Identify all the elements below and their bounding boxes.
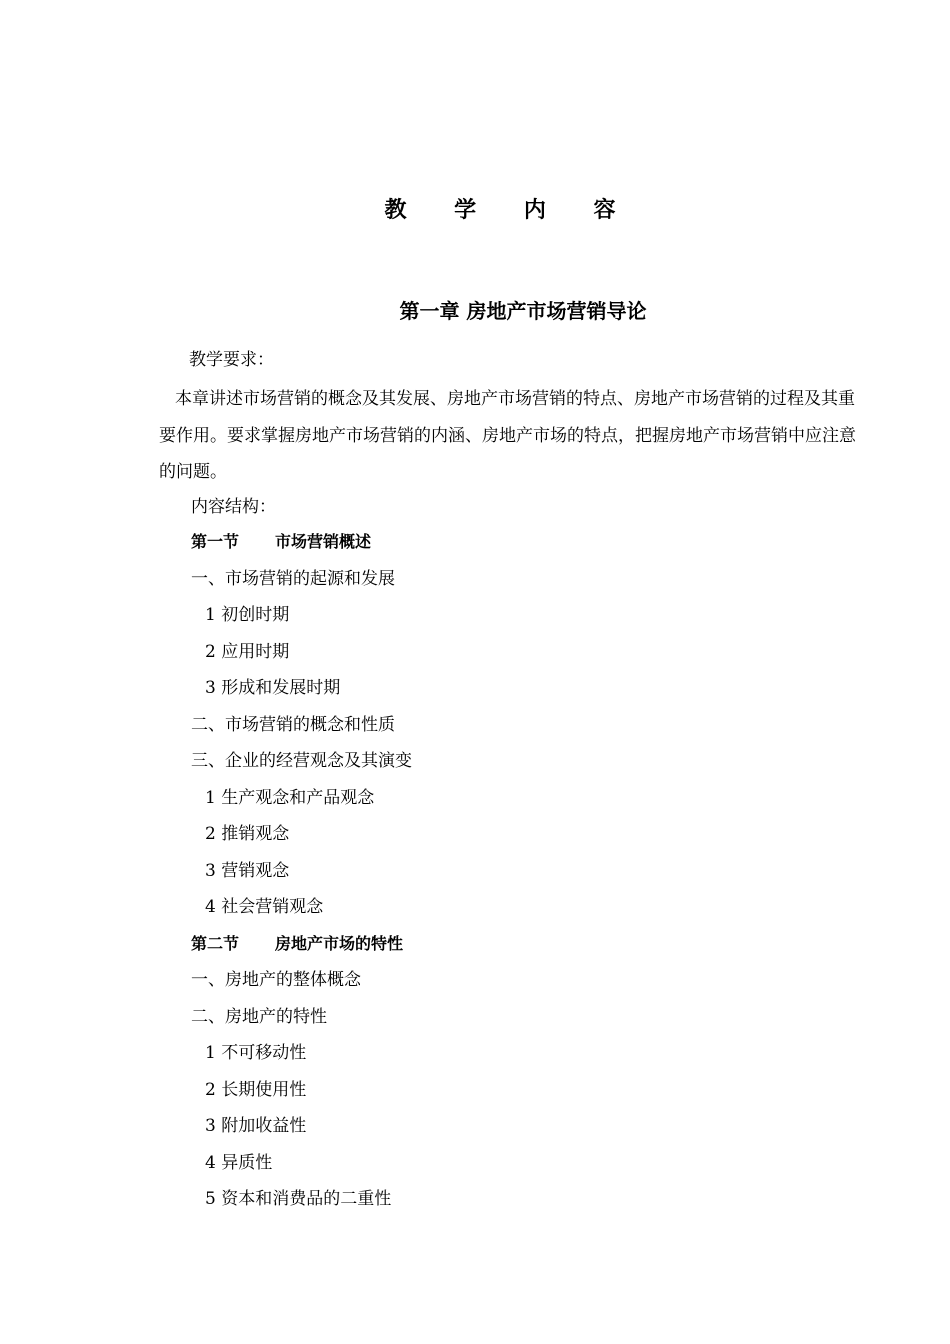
outline-item: 1 生产观念和产品观念 (205, 787, 375, 808)
chapter-title: 第一章 房地产市场营销导论 (399, 299, 647, 323)
section-heading (191, 932, 403, 956)
section-title: 房地产市场的特性 (275, 933, 404, 953)
outline-heading: 三、企业的经营观念及其演变 (191, 751, 412, 771)
outline-heading: 二、市场营销的概念和性质 (191, 714, 395, 735)
section-title: 市场营销概述 (275, 532, 372, 551)
requirements-label: 教学要求： (189, 350, 274, 370)
outline-item: 3 形成和发展时期 (205, 678, 341, 698)
outline-item: 3 附加收益性 (205, 1116, 307, 1136)
section-heading (191, 530, 371, 554)
page-title: 教 学 内 容 (384, 198, 636, 223)
outline-item: 4 异质性 (205, 1152, 273, 1173)
structure-label: 内容结构： (191, 497, 276, 517)
outline-item: 2 长期使用性 (205, 1079, 307, 1100)
outline-item: 1 初创时期 (205, 605, 290, 625)
outline-heading: 二、房地产的特性 (191, 1006, 327, 1027)
outline-heading: 一、市场营销的起源和发展 (191, 568, 395, 589)
requirements-paragraph: 本章讲述市场营销的概念及其发展、房地产市场营销的特点、房地产市场营销的过程及其重要作用。要求掌握房地产市场营销的内涵、房地产市场的特点，把握房地产市场营销中应注意的问题。 (159, 389, 856, 482)
outline-heading: 一、房地产的整体概念 (191, 970, 361, 990)
section-number: 第二节 (191, 933, 240, 953)
outline-item: 3 营销观念 (205, 860, 290, 881)
section-number: 第一节 (191, 532, 240, 551)
outline-item: 4 社会营销观念 (205, 897, 324, 917)
outline-item: 5 资本和消费品的二重性 (205, 1189, 392, 1209)
outline-item: 2 推销观念 (205, 824, 290, 844)
outline-item: 1 不可移动性 (205, 1043, 307, 1063)
outline-item: 2 应用时期 (205, 641, 290, 662)
